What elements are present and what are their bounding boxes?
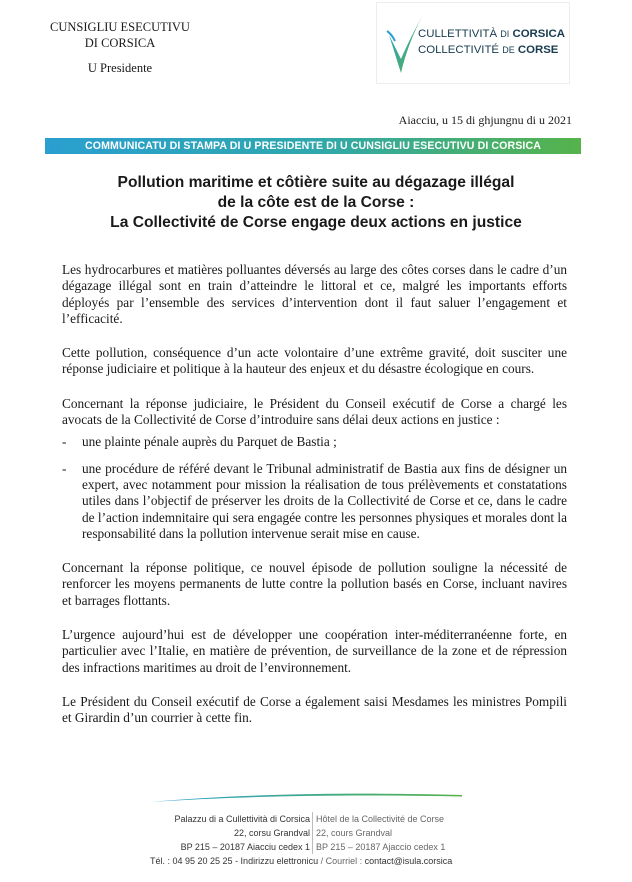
issuer-block xyxy=(40,20,200,76)
footer-divider xyxy=(312,812,313,854)
footer-email-link[interactable]: contact@isula.corsica xyxy=(364,856,453,866)
press-release-body xyxy=(62,262,567,727)
list-item-text: une plainte pénale auprès du Parquet de Bastia ; xyxy=(82,434,337,450)
legal-actions-list xyxy=(62,434,567,542)
footer-address-corsican: Palazzu di a Cullettività di Corsica 22, corsu Grandval BP 215 – 20187 Aiacciu cedex 1 xyxy=(174,814,310,852)
org-name-line2: DI CORSICA xyxy=(84,36,156,50)
press-release-title xyxy=(60,173,572,233)
office-title: U Presidente xyxy=(87,61,153,75)
footer-contact: Tél. : 04 95 20 25 25 - Indirizzu elettronicu / Courriel : contact@isula.corsica xyxy=(150,856,453,866)
list-item: - une plainte pénale auprès du Parquet de Bastia ; xyxy=(62,434,337,450)
title-line2: de la côte est de la Corse : xyxy=(217,194,415,211)
footer-swoosh-icon xyxy=(150,790,462,804)
footer-phone: Tél. : 04 95 20 25 25 xyxy=(150,856,233,866)
logo-line-french: COLLECTIVITÉ DE CORSE xyxy=(418,44,559,56)
title-line1: Pollution maritime et côtière suite au dégazage illégal xyxy=(117,174,515,191)
footer-address-french: Hôtel de la Collectivité de Corse 22, cours Grandval BP 215 – 20187 Ajaccio cedex 1 xyxy=(316,814,446,852)
org-name-line1: CUNSIGLIU ESECUTIVU xyxy=(50,20,190,34)
paragraph-6: Le Président du Conseil exécutif de Corse a également saisi Mesdames les ministres Pompili et Girardin d’un courrier à cette fin. xyxy=(62,693,567,726)
collectivite-logo xyxy=(376,2,570,84)
title-line3: La Collectivité de Corse engage deux actions en justice xyxy=(110,214,522,231)
paragraph-3: Concernant la réponse judiciaire, le Président du Conseil exécutif de Corse a chargé les avocats de la Collectivité de Corse d’introduire sans délai deux actions en justice : xyxy=(62,395,567,428)
paragraph-4: Concernant la réponse politique, ce nouvel épisode de pollution souligne la nécessité de renforcer les moyens permanents de lutte contre la pollution basés en Corse, incluant navires et barrages flottants. xyxy=(62,560,567,608)
press-release-banner: COMMUNICATU DI STAMPA DI U PRESIDENTE DI U CUNSIGLIU ESECUTIVU DI CORSICA xyxy=(45,138,581,154)
logo-line-corsican: CULLETTIVITÀ DI CORSICA xyxy=(418,28,565,40)
release-date: Aiacciu, u 15 di ghjungnu di u 2021 xyxy=(398,113,572,127)
list-item: - une procédure de référé devant le Tribunal administratif de Bastia aux fins de désigner un expert, avec notamment pour mission la réalisation de tous prélèvements et constatations utiles dans l’objectif de préserver les droits de la Collectivité de Corse et ce, dans le cadre de l’action indemnitaire qui sera engagée contre les personnes physiques et morales dont la responsabilité dans la pollution intervenue serait mise en cause. xyxy=(62,460,567,541)
paragraph-5: L’urgence aujourd’hui est de développer une coopération inter-méditerranéenne forte, en particulier avec l’Italie, en matière de prévention, de surveillance de la zone et de répression des infractions maritimes au droit de l’environnement. xyxy=(62,627,567,675)
paragraph-1: Les hydrocarbures et matières polluantes déversés au large des côtes corses dans le cadre d’un dégazage illégal sont en train d’atteindre le littoral et ce, malgré les importants efforts déployés par l’ensemble des services d’intervention dont il faut saluer l’engagement et l’efficacité. xyxy=(62,262,567,326)
paragraph-2: Cette pollution, conséquence d’un acte volontaire d’une extrême gravité, doit susciter une réponse judiciaire et politique à la hauteur des enjeux et du désastre écologique en cours. xyxy=(62,345,567,377)
list-item-text: une procédure de référé devant le Tribunal administratif de Bastia aux fins de désigner un expert, avec notamment pour mission la réalisation de tous prélèvements et constatations utiles dans l’objectif de préserver les droits de la Collectivité de Corse et ce, dans le cadre de l’action indemnitaire qui sera engagée contre les personnes physiques et morales dont la responsabilité dans la pollution intervenue serait mise en cause. xyxy=(82,460,567,541)
